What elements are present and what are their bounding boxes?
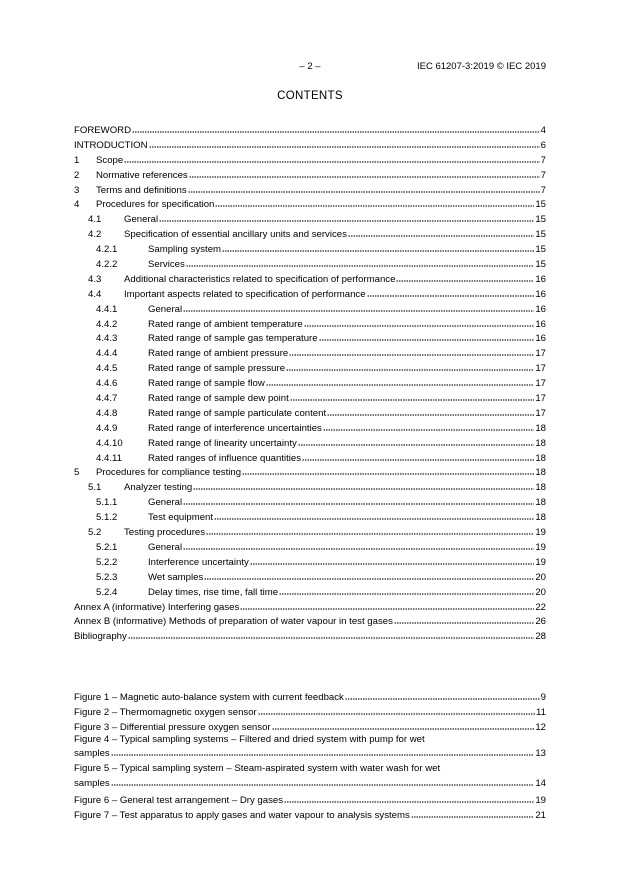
dot-leader: [214, 510, 534, 521]
figure-entry[interactable]: [74, 704, 546, 716]
figure-entry[interactable]: [74, 792, 546, 807]
toc-entry[interactable]: [74, 301, 546, 316]
toc-entry-page: 18: [535, 452, 546, 464]
table-of-contents: [74, 122, 546, 643]
toc-entry-page: 16: [535, 333, 546, 345]
toc-entry[interactable]: [74, 286, 546, 301]
dot-leader: [240, 600, 534, 611]
toc-entry-page: 18: [535, 497, 546, 509]
toc-entry-page: 7: [540, 169, 546, 181]
toc-entry-title: Testing procedures: [124, 527, 206, 539]
toc-entry-number: 4.4: [88, 288, 102, 300]
toc-entry-page: 18: [535, 437, 546, 449]
toc-entry-page: 16: [535, 303, 546, 315]
toc-entry[interactable]: [74, 539, 546, 554]
toc-entry-number: 4.4.10: [96, 437, 123, 449]
toc-entry-title: Rated range of sample pressure: [148, 363, 286, 375]
toc-entry-number: 4.2.2: [96, 259, 118, 271]
dot-leader: [183, 302, 534, 313]
toc-entry-number: 2: [74, 169, 80, 181]
toc-entry-number: 5.1.1: [96, 497, 118, 509]
toc-entry[interactable]: [74, 450, 546, 465]
dot-leader: [206, 525, 534, 536]
toc-entry-title: INTRODUCTION: [74, 139, 148, 151]
toc-entry[interactable]: [74, 256, 546, 271]
figure-entry-title: Figure 3 – Differential pressure oxygen sensor: [74, 721, 271, 733]
dot-leader: [124, 153, 539, 164]
toc-entry-number: 5.1.2: [96, 512, 118, 524]
toc-entry-page: 17: [535, 407, 546, 419]
toc-entry-page: 18: [535, 467, 546, 479]
toc-entry[interactable]: [74, 196, 546, 211]
toc-entry-number: 4.4.2: [96, 318, 118, 330]
dot-leader: [242, 465, 534, 476]
toc-entry-page: 16: [535, 273, 546, 285]
toc-entry[interactable]: [74, 211, 546, 226]
toc-entry[interactable]: [74, 554, 546, 569]
toc-entry-page: 20: [535, 571, 546, 583]
toc-entry[interactable]: [74, 226, 546, 241]
toc-entry[interactable]: [74, 509, 546, 524]
toc-entry[interactable]: [74, 464, 546, 479]
toc-entry-title: Annex B (informative) Methods of preparation of water vapour in test gases: [74, 616, 393, 628]
toc-entry-number: 4.1: [88, 214, 102, 226]
dot-leader: [304, 317, 535, 328]
dot-leader: [215, 197, 534, 208]
dot-leader: [204, 570, 534, 581]
figure-entry-title-continued: samples: [74, 777, 110, 789]
toc-entry-title: FOREWORD: [74, 125, 132, 136]
toc-entry-title: General: [148, 541, 183, 553]
dot-leader: [111, 746, 535, 757]
toc-entry-page: 7: [540, 184, 546, 196]
toc-entry-title: Rated range of ambient temperature: [148, 318, 303, 330]
dot-leader: [183, 495, 534, 506]
dot-leader: [128, 629, 535, 640]
toc-entry-number: 4.4.6: [96, 378, 118, 390]
toc-entry[interactable]: [74, 390, 546, 405]
toc-entry-page: 17: [535, 378, 546, 390]
dot-leader: [189, 168, 540, 179]
toc-entry-number: 4.4.4: [96, 348, 118, 360]
toc-entry-page: 15: [535, 244, 546, 256]
toc-entry-page: 15: [535, 199, 546, 211]
dot-leader: [298, 436, 535, 447]
toc-entry[interactable]: [74, 479, 546, 494]
toc-entry[interactable]: [74, 524, 546, 539]
dot-leader: [193, 480, 534, 491]
toc-entry-number: 4.4.8: [96, 407, 118, 419]
toc-entry-page: 19: [535, 541, 546, 553]
toc-entry[interactable]: [74, 569, 546, 584]
toc-entry-title: Rated ranges of influence quantities: [148, 452, 302, 464]
figure-entry-title: Figure 4 – Typical sampling systems – Filtered and dried system with pump for wet: [74, 733, 425, 745]
toc-entry-number: 5.2.4: [96, 586, 118, 598]
figure-entry-title: Figure 6 – General test arrangement – Dry gases: [74, 795, 284, 807]
figure-entry[interactable]: [74, 807, 546, 822]
toc-entry-page: 7: [540, 154, 546, 166]
toc-entry-number: 4.4.1: [96, 303, 118, 315]
toc-entry[interactable]: [74, 494, 546, 509]
figure-entry-page: 21: [535, 810, 546, 822]
toc-entry[interactable]: [74, 330, 546, 345]
toc-entry-page: 17: [535, 348, 546, 360]
toc-entry-title: Scope: [96, 154, 124, 166]
toc-entry-number: 4.4.9: [96, 422, 118, 434]
toc-entry[interactable]: [74, 122, 546, 137]
toc-entry[interactable]: [74, 345, 546, 360]
figure-entry-title: Figure 2 – Thermomagnetic oxygen sensor: [74, 706, 257, 718]
dot-leader: [258, 705, 535, 716]
figure-entry-title: Figure 7 – Test apparatus to apply gases and water vapour to analysis systems: [74, 810, 410, 822]
dot-leader: [302, 451, 534, 462]
dot-leader: [319, 331, 535, 342]
toc-entry[interactable]: [74, 584, 546, 599]
toc-entry[interactable]: [74, 405, 546, 420]
dot-leader: [323, 421, 534, 432]
toc-entry-title: Annex A (informative) Interfering gases: [74, 601, 240, 613]
figure-entry-title: Figure 5 – Typical sampling system – Steam-aspirated system with water wash for wet: [74, 763, 441, 775]
toc-entry-title: Delay times, rise time, fall time: [148, 586, 279, 598]
toc-entry[interactable]: [74, 152, 546, 167]
toc-entry[interactable]: [74, 435, 546, 450]
dot-leader: [250, 555, 535, 566]
figure-entry-page: 9: [540, 692, 546, 703]
figure-entry[interactable]: [74, 734, 546, 760]
toc-entry-number: 4: [74, 199, 80, 211]
toc-entry[interactable]: [74, 599, 546, 614]
toc-entry-number: 4.2.1: [96, 244, 118, 256]
toc-entry[interactable]: [74, 137, 546, 152]
toc-entry-title: Services: [148, 259, 185, 271]
toc-entry-title: Specification of essential ancillary units and services: [124, 229, 347, 241]
toc-entry-page: 18: [535, 512, 546, 524]
toc-entry-title: General: [124, 214, 159, 226]
toc-entry-page: 26: [535, 616, 546, 628]
figure-entry-page: 13: [535, 748, 546, 760]
toc-entry-number: 5.2: [88, 527, 102, 539]
dot-leader: [290, 391, 535, 402]
toc-entry-number: 5.2.2: [96, 556, 118, 568]
toc-entry-number: 5.1: [88, 482, 102, 494]
dot-leader: [411, 808, 535, 819]
toc-entry-title: Procedures for compliance testing: [96, 467, 242, 479]
toc-entry-title: General: [148, 497, 183, 509]
dot-leader: [279, 585, 534, 596]
toc-entry-number: 4.4.3: [96, 333, 118, 345]
figure-entry-page: 14: [535, 777, 546, 789]
page-title: CONTENTS: [277, 90, 343, 102]
toc-entry[interactable]: [74, 271, 546, 286]
toc-entry[interactable]: [74, 420, 546, 435]
dot-leader: [286, 361, 534, 372]
toc-entry-number: 4.4.5: [96, 363, 118, 375]
toc-entry-title: General: [148, 303, 183, 315]
toc-entry-page: 16: [535, 288, 546, 300]
toc-entry-page: 6: [540, 139, 546, 151]
dot-leader: [394, 614, 534, 625]
toc-entry-number: 3: [74, 184, 80, 196]
toc-entry-page: 18: [535, 422, 546, 434]
toc-entry-title: Procedures for specification: [96, 199, 215, 211]
dot-leader: [222, 242, 534, 253]
dot-leader: [159, 212, 534, 223]
figure-entry[interactable]: [74, 719, 546, 731]
toc-entry-page: 19: [535, 556, 546, 568]
toc-entry[interactable]: [74, 628, 546, 643]
toc-entry-title: Rated range of sample dew point: [148, 393, 289, 405]
dot-leader: [132, 123, 540, 134]
toc-entry-number: 4.4.7: [96, 393, 118, 405]
dot-leader: [289, 346, 534, 357]
dot-leader: [149, 138, 540, 149]
dot-leader: [266, 376, 535, 387]
list-of-figures: [74, 689, 546, 822]
toc-entry[interactable]: [74, 613, 546, 628]
figure-entry-page: 11: [536, 706, 546, 718]
toc-entry-number: 4.2: [88, 229, 102, 241]
toc-entry-page: 28: [535, 631, 546, 643]
toc-entry-page: 20: [535, 586, 546, 598]
dot-leader: [272, 720, 535, 731]
toc-entry-title: Additional characteristics related to specification of performance: [124, 273, 396, 285]
toc-entry[interactable]: [74, 360, 546, 375]
toc-entry-number: 5.2.3: [96, 571, 118, 583]
toc-entry-page: 19: [535, 527, 546, 539]
dot-leader: [367, 287, 535, 298]
figure-entry-page: 12: [535, 721, 546, 733]
toc-entry-title: Interference uncertainty: [148, 556, 249, 568]
toc-entry-title: Rated range of sample gas temperature: [148, 333, 318, 345]
toc-entry-title: Normative references: [96, 169, 188, 181]
figure-entry-title-continued: samples: [74, 748, 110, 760]
toc-entry-page: 16: [535, 318, 546, 330]
toc-entry-title: Wet samples: [148, 571, 204, 583]
toc-entry-title: Important aspects related to specification of performance: [124, 288, 366, 300]
figure-entry-title: Figure 1 – Magnetic auto-balance system with current feedback: [74, 692, 344, 703]
toc-entry-page: 15: [535, 229, 546, 241]
toc-entry[interactable]: [74, 167, 546, 182]
figure-entry-page: 19: [535, 795, 546, 807]
toc-entry-page: 4: [540, 125, 546, 136]
toc-entry-page: 15: [535, 259, 546, 271]
page-number: – 2 –: [299, 61, 321, 72]
toc-entry-number: 4.4.11: [96, 452, 122, 464]
toc-entry-title: Sampling system: [148, 244, 222, 256]
toc-entry-number: 5: [74, 467, 80, 479]
toc-entry-title: Rated range of interference uncertainties: [148, 422, 322, 434]
toc-entry-number: 4.3: [88, 273, 102, 285]
figure-entry[interactable]: [74, 689, 546, 701]
dot-leader: [284, 793, 534, 804]
toc-entry-number: 5.2.1: [96, 541, 118, 553]
toc-entry-title: Bibliography: [74, 631, 127, 643]
toc-entry-page: 17: [535, 393, 546, 405]
toc-entry-page: 17: [535, 363, 546, 375]
toc-entry[interactable]: [74, 375, 546, 390]
toc-entry-title: Rated range of sample particulate content: [148, 407, 327, 419]
toc-entry[interactable]: [74, 182, 546, 197]
toc-entry[interactable]: [74, 241, 546, 256]
dot-leader: [348, 227, 534, 238]
toc-entry-title: Terms and definitions: [96, 184, 187, 196]
toc-entry-title: Rated range of linearity uncertainty: [148, 437, 297, 449]
dot-leader: [111, 776, 535, 787]
figure-entry[interactable]: [74, 763, 546, 789]
dot-leader: [188, 183, 540, 194]
dot-leader: [396, 272, 534, 283]
toc-entry-page: 18: [535, 482, 546, 494]
toc-entry-title: Analyzer testing: [124, 482, 193, 494]
toc-entry-page: 15: [535, 214, 546, 226]
dot-leader: [327, 406, 534, 417]
dot-leader: [183, 540, 534, 551]
dot-leader: [345, 690, 540, 701]
document-reference: IEC 61207-3:2019 © IEC 2019: [416, 61, 546, 72]
toc-entry-number: 1: [74, 154, 80, 166]
toc-entry-page: 22: [535, 601, 546, 613]
toc-entry-title: Rated range of sample flow: [148, 378, 265, 390]
dot-leader: [186, 257, 535, 268]
toc-entry-title: Test equipment: [148, 512, 214, 524]
toc-entry-title: Rated range of ambient pressure: [148, 348, 289, 360]
toc-entry[interactable]: [74, 316, 546, 331]
